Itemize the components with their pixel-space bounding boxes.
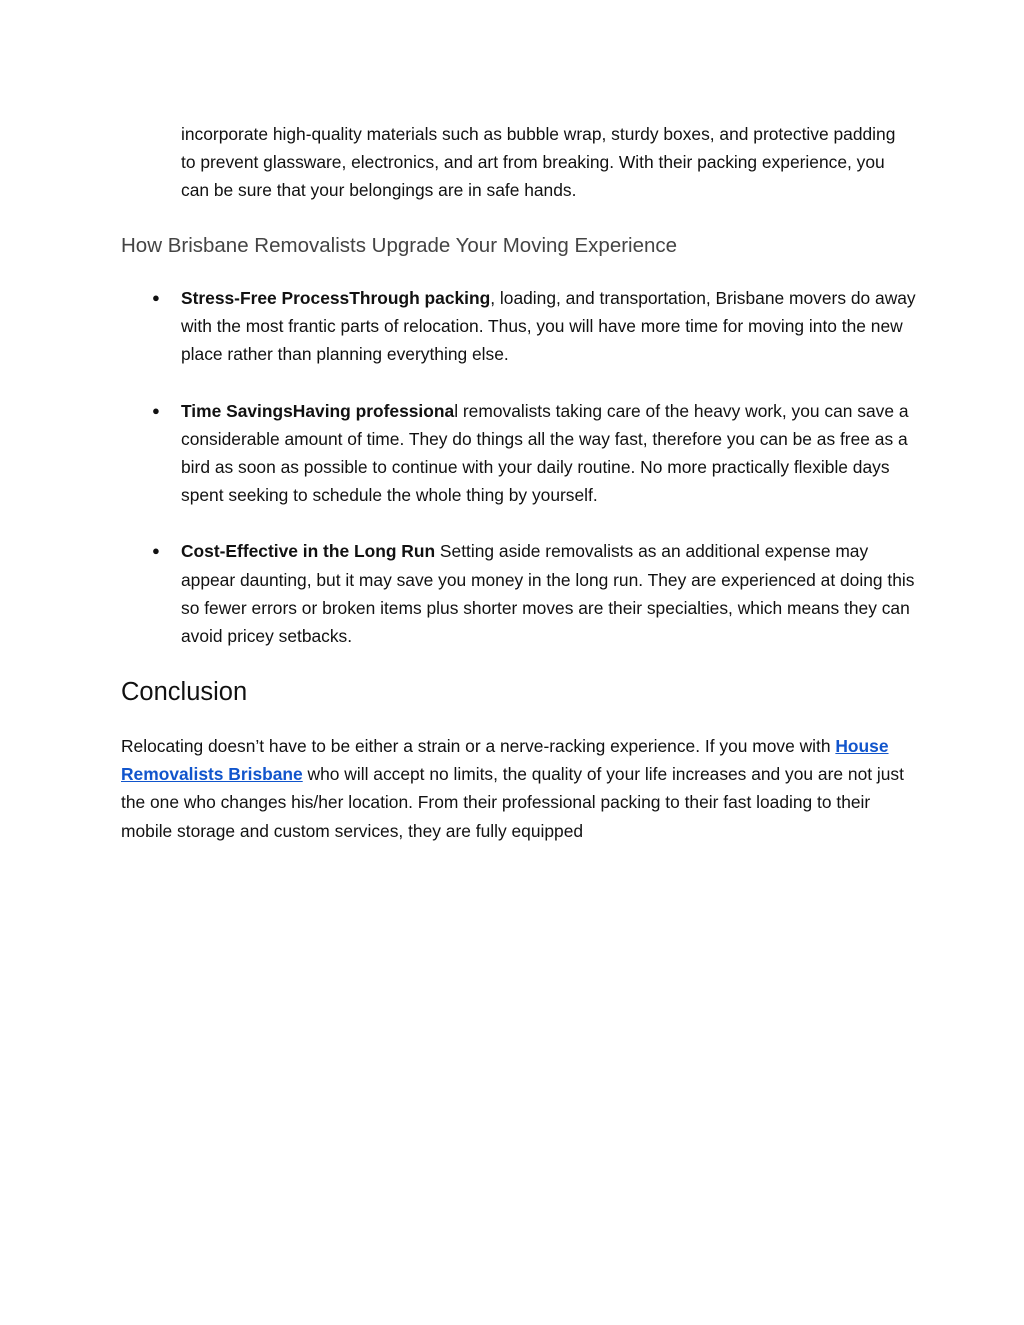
benefits-list (121, 284, 921, 678)
section-subheading: How Brisbane Removalists Upgrade Your Moving Experience (121, 234, 678, 257)
list-item-title: Time SavingsHaving professiona (181, 400, 455, 421)
bullet-icon: ● (152, 543, 160, 559)
bullet-icon: ● (152, 290, 160, 305)
list-item-text: Setting aside removalists as an additional expense may appear daunting, but it may save you money in the long run. They are experienced at doing this so fewer errors or broken items plus shorter moves are their specialties, which means they can avoid pricey setbacks. (181, 541, 915, 647)
list-item (121, 537, 921, 650)
list-item (121, 397, 921, 510)
list-item-title: Stress-Free ProcessThrough packing (181, 288, 491, 308)
conclusion-paragraph (121, 732, 911, 845)
list-item (121, 284, 921, 369)
list-item-text: , loading, and transportation, Brisbane movers do away with the most frantic parts of relocation. Thus, you will have more time for moving into the new place rather than planning everything else. (181, 288, 916, 365)
list-item-text: l removalists taking care of the heavy work, you can save a considerable amount of time. They do things all the way fast, therefore you can be as free as a bird as soon as possible to continue with your daily routine. No more practically flexible days spent seeking to schedule the whole thing by yourself. (181, 400, 909, 506)
bullet-icon: ● (152, 402, 160, 418)
conclusion-heading: Conclusion (121, 678, 248, 706)
conclusion-text-before: Relocating doesn’t have to be either a strain or a nerve-racking experience. If you move with (121, 736, 836, 756)
conclusion-text-after: who will accept no limits, the quality of your life increases and you are not just the one who changes his/her location. From their professional packing to their fast loading to their mobile storage and custom services, they are fully equipped (121, 764, 904, 841)
list-item-title: Cost-Effective in the Long Run (181, 541, 436, 562)
house-removalists-link[interactable]: House Removalists Brisbane (121, 736, 889, 785)
intro-paragraph: incorporate high-quality materials such as bubble wrap, sturdy boxes, and protective padding to prevent glassware, electronics, and art from breaking. With their packing experience, you can be sure that your belongings are in safe hands. (181, 124, 896, 201)
